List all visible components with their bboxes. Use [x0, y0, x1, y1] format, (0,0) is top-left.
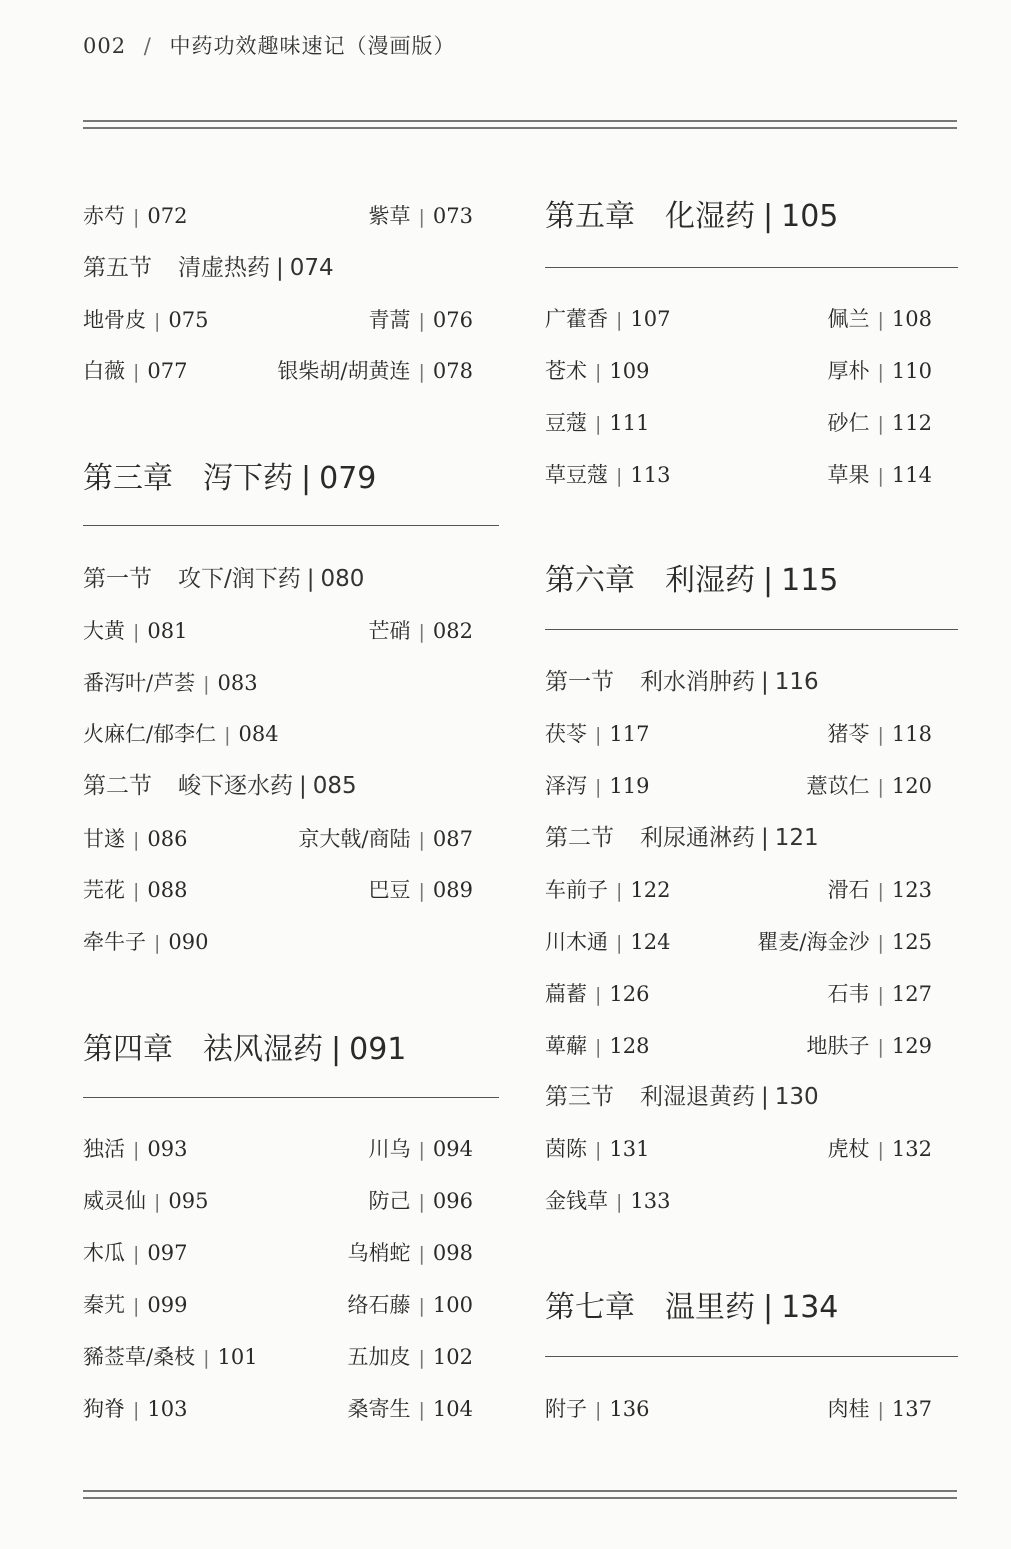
toc-entry[interactable]: 豨莶草/桑枝 | 101: [83, 1345, 258, 1369]
toc-entry[interactable]: 五加皮 | 102: [347, 1345, 473, 1369]
toc-entry[interactable]: 萆薢 | 128: [545, 1034, 650, 1058]
toc-entry[interactable]: 地肤子 | 129: [806, 1034, 932, 1058]
toc-entry[interactable]: 大黄 | 081: [83, 619, 188, 643]
toc-entry[interactable]: 番泻叶/芦荟 | 083: [83, 671, 258, 695]
toc-entry[interactable]: 络石藤 | 100: [347, 1293, 473, 1317]
chapter-heading[interactable]: 第五章 化湿药 | 105: [545, 199, 839, 234]
toc-entry[interactable]: 广藿香 | 107: [545, 307, 671, 331]
toc-entry[interactable]: 紫草 | 073: [368, 204, 473, 228]
section-heading[interactable]: 第二节 利尿通淋药 | 121: [545, 825, 819, 851]
chapter-heading[interactable]: 第三章 泻下药 | 079: [83, 461, 377, 496]
toc-entry[interactable]: 茵陈 | 131: [545, 1137, 650, 1161]
chapter-rule: [83, 1097, 499, 1098]
header-slash: /: [143, 34, 152, 58]
section-heading[interactable]: 第一节 攻下/润下药 | 080: [83, 566, 365, 592]
chapter-heading[interactable]: 第六章 利湿药 | 115: [545, 563, 839, 598]
chapter-rule: [545, 267, 958, 268]
chapter-rule: [83, 525, 499, 526]
toc-entry[interactable]: 威灵仙 | 095: [83, 1189, 209, 1213]
toc-entry[interactable]: 肉桂 | 137: [827, 1397, 932, 1421]
toc-entry[interactable]: 车前子 | 122: [545, 878, 671, 902]
toc-entry[interactable]: 砂仁 | 112: [827, 411, 932, 435]
chapter-heading[interactable]: 第七章 温里药 | 134: [545, 1290, 839, 1325]
chapter-heading[interactable]: 第四章 祛风湿药 | 091: [83, 1032, 407, 1067]
toc-entry[interactable]: 芒硝 | 082: [368, 619, 473, 643]
toc-entry[interactable]: 独活 | 093: [83, 1137, 188, 1161]
toc-entry[interactable]: 滑石 | 123: [827, 878, 932, 902]
book-title: 中药功效趣味速记（漫画版）: [169, 34, 456, 58]
toc-entry[interactable]: 川乌 | 094: [368, 1137, 473, 1161]
toc-entry[interactable]: 金钱草 | 133: [545, 1189, 671, 1213]
page-number: 002: [83, 34, 127, 58]
toc-entry[interactable]: 巴豆 | 089: [368, 878, 473, 902]
toc-entry[interactable]: 瞿麦/海金沙 | 125: [757, 930, 932, 954]
toc-entry[interactable]: 火麻仁/郁李仁 | 084: [83, 722, 279, 746]
toc-entry[interactable]: 苍术 | 109: [545, 359, 650, 383]
toc-entry[interactable]: 厚朴 | 110: [827, 359, 932, 383]
toc-entry[interactable]: 木瓜 | 097: [83, 1241, 188, 1265]
toc-entry[interactable]: 石韦 | 127: [827, 982, 932, 1006]
running-header: [83, 30, 456, 60]
toc-entry[interactable]: 防己 | 096: [368, 1189, 473, 1213]
toc-entry[interactable]: 泽泻 | 119: [545, 774, 650, 798]
toc-entry[interactable]: 狗脊 | 103: [83, 1397, 188, 1421]
chapter-rule: [545, 1356, 958, 1357]
toc-entry[interactable]: 猪苓 | 118: [827, 722, 932, 746]
toc-entry[interactable]: 虎杖 | 132: [827, 1137, 932, 1161]
toc-entry[interactable]: 薏苡仁 | 120: [806, 774, 932, 798]
toc-entry[interactable]: 牵牛子 | 090: [83, 930, 209, 954]
section-heading[interactable]: 第一节 利水消肿药 | 116: [545, 669, 819, 695]
toc-entry[interactable]: 桑寄生 | 104: [347, 1397, 473, 1421]
toc-entry[interactable]: 乌梢蛇 | 098: [347, 1241, 473, 1265]
toc-entry[interactable]: 地骨皮 | 075: [83, 308, 209, 332]
header-rule: [83, 120, 957, 129]
toc-entry[interactable]: 豆蔻 | 111: [545, 411, 650, 435]
toc-entry[interactable]: 京大戟/商陆 | 087: [298, 827, 473, 851]
section-heading[interactable]: 第二节 峻下逐水药 | 085: [83, 773, 357, 799]
toc-entry[interactable]: 茯苓 | 117: [545, 722, 650, 746]
toc-entry[interactable]: 赤芍 | 072: [83, 204, 188, 228]
toc-entry[interactable]: 秦艽 | 099: [83, 1293, 188, 1317]
section-heading[interactable]: 第三节 利湿退黄药 | 130: [545, 1084, 819, 1110]
footer-rule: [83, 1490, 957, 1499]
toc-entry[interactable]: 芫花 | 088: [83, 878, 188, 902]
toc-entry[interactable]: 草果 | 114: [827, 463, 932, 487]
toc-entry[interactable]: 佩兰 | 108: [827, 307, 932, 331]
toc-entry[interactable]: 附子 | 136: [545, 1397, 650, 1421]
chapter-rule: [545, 629, 958, 630]
toc-entry[interactable]: 甘遂 | 086: [83, 827, 188, 851]
toc-entry[interactable]: 白薇 | 077: [83, 359, 188, 383]
toc-entry[interactable]: 川木通 | 124: [545, 930, 671, 954]
toc-entry[interactable]: 草豆蔻 | 113: [545, 463, 671, 487]
toc-entry[interactable]: 萹蓄 | 126: [545, 982, 650, 1006]
toc-entry[interactable]: 银柴胡/胡黄连 | 078: [277, 359, 473, 383]
toc-entry[interactable]: 青蒿 | 076: [368, 308, 473, 332]
section-heading[interactable]: 第五节 清虚热药 | 074: [83, 255, 334, 281]
